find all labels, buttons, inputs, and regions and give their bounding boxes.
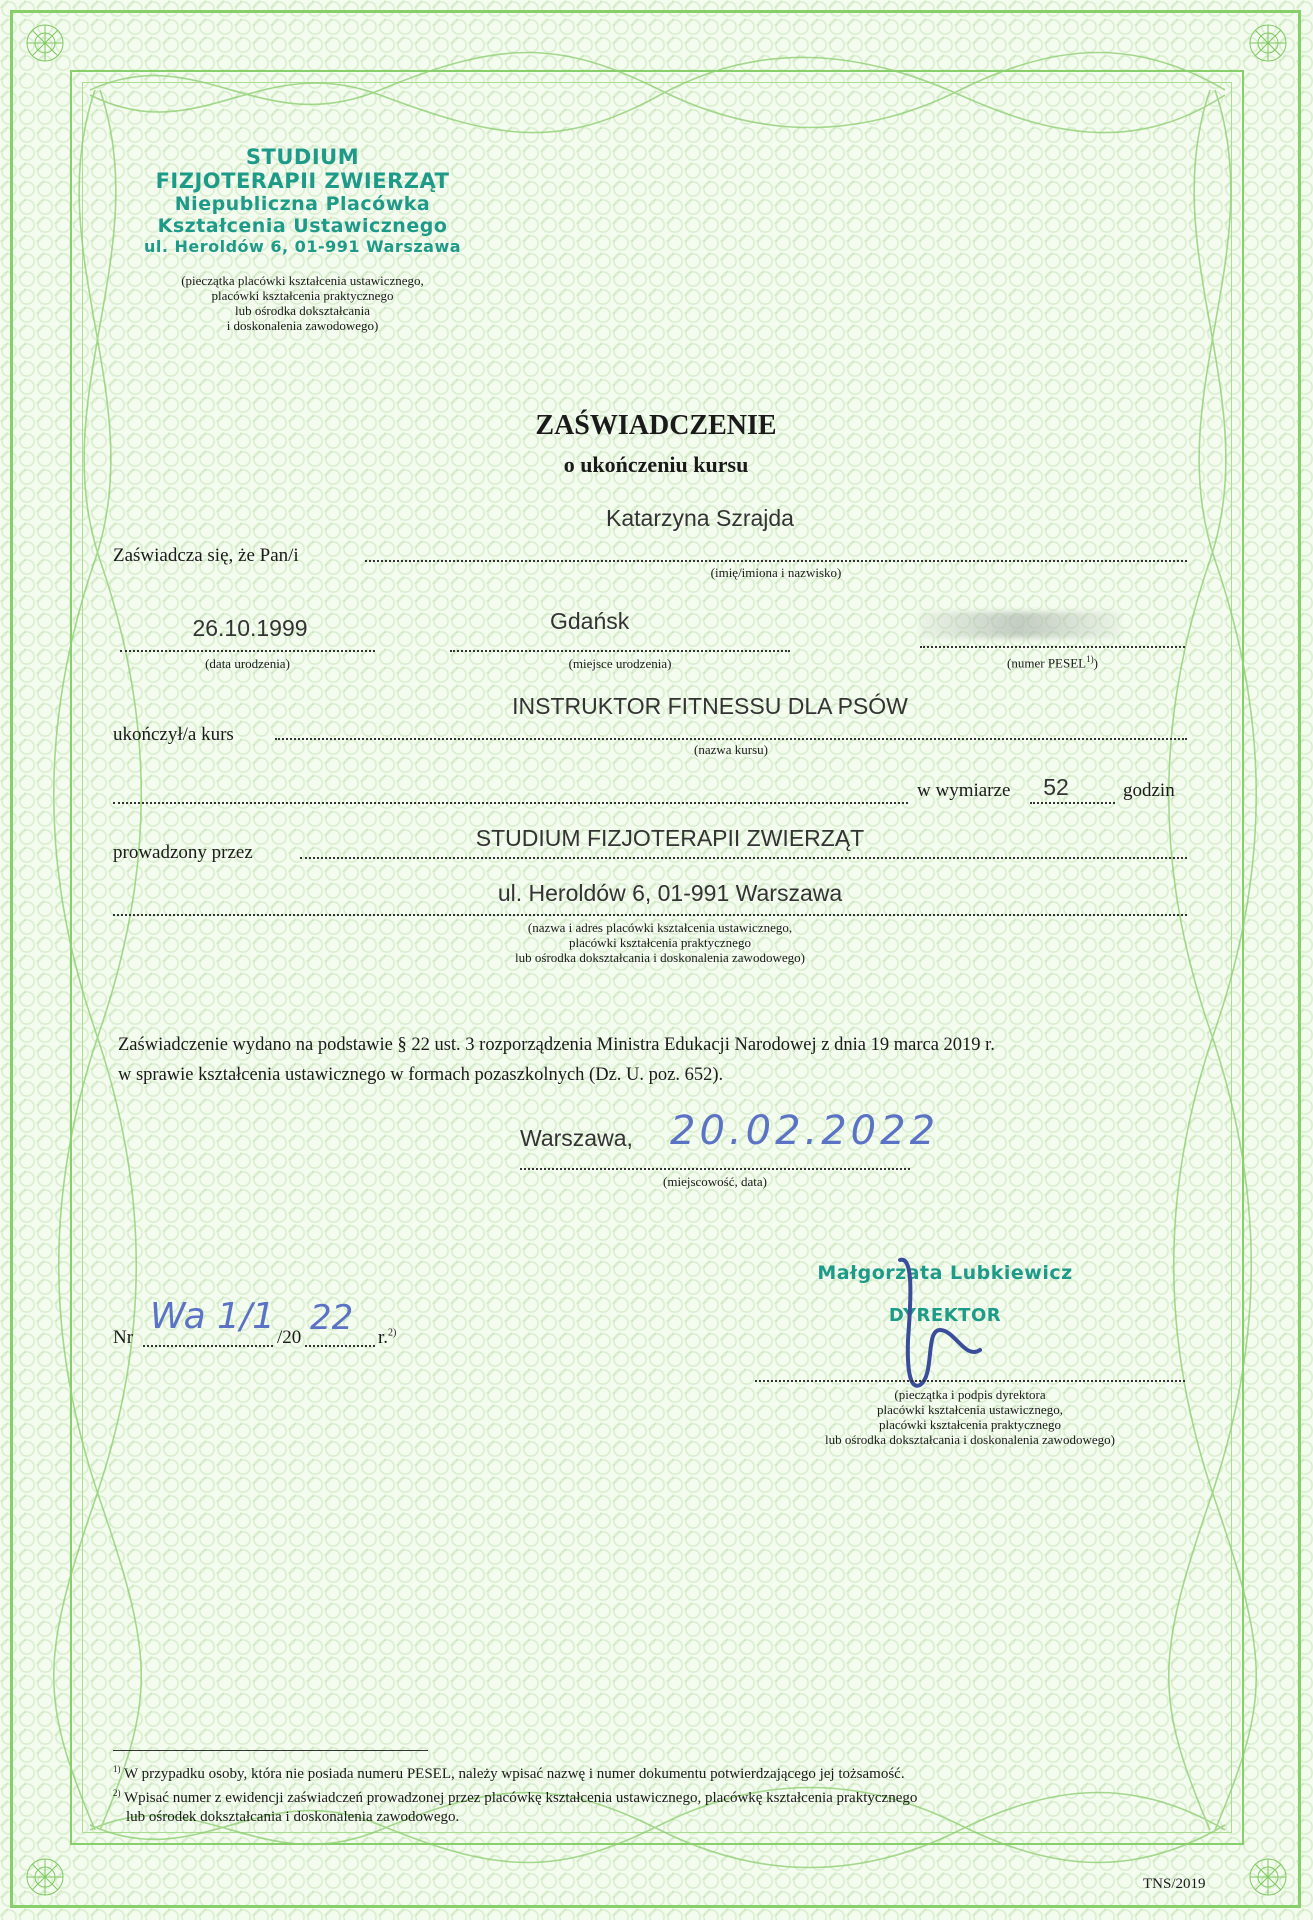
course-line	[275, 738, 1187, 740]
footnote-1-text: W przypadku osoby, która nie posiada numeru PESEL, należy wpisać nazwę i numer dokumentu potwierdzającego jej tożsamość.	[123, 1766, 905, 1782]
stamp-line-4: Kształcenia Ustawicznego	[157, 215, 448, 237]
provider-caption-line: lub ośrodka dokształcania i doskonalenia zawodowego)	[515, 950, 805, 965]
footnote-separator	[113, 1750, 428, 1751]
birth-place-line	[450, 650, 790, 652]
hours-suffix: godzin	[1123, 780, 1175, 801]
birth-date: 26.10.1999	[192, 615, 308, 641]
course-line-2	[113, 802, 908, 804]
issue-date-line	[520, 1168, 910, 1170]
pesel-line	[920, 646, 1185, 648]
stamp-line-1: STUDIUM	[245, 145, 360, 169]
footnote-2-text: Wpisać numer z ewidencji zaświadczeń prowadzonej przez placówkę kształcenia ustawicznego, placówkę kształcenia praktycznego	[123, 1790, 918, 1806]
form-code: TNS/2019	[1143, 1876, 1206, 1892]
course-name: INSTRUKTOR FITNESSU DLA PSÓW	[512, 693, 908, 719]
stamp-caption-line: (pieczątka placówki kształcenia ustawicznego,	[181, 273, 424, 288]
document-title: ZAŚWIADCZENIE	[535, 410, 777, 441]
director-signature	[880, 1250, 990, 1400]
birth-place: Gdańsk	[550, 608, 630, 634]
footnote-1-mark: 1)	[113, 1764, 121, 1774]
provider-address: ul. Heroldów 6, 01-991 Warszawa	[497, 880, 843, 906]
provider-label: prowadzony przez	[113, 842, 253, 863]
provider-name: STUDIUM FIZJOTERAPII ZWIERZĄT	[475, 825, 865, 851]
footnote-2	[113, 1784, 1203, 1808]
stamp-caption-line: lub ośrodka dokształcania	[234, 303, 370, 318]
footnote-2-text-cont: lub ośrodek dokształcania i doskonalenia zawodowego.	[126, 1809, 460, 1825]
stamp-line-3: Niepubliczna Placówka	[174, 193, 431, 215]
stamp-caption-line: placówki kształcenia praktycznego	[211, 288, 394, 303]
number-year-line	[305, 1345, 375, 1347]
pesel-caption-end: )	[1093, 655, 1098, 671]
corner-rosette-icon	[20, 18, 70, 68]
director-signature-line	[755, 1380, 1185, 1382]
director-caption-line: (pieczątka i podpis dyrektora	[894, 1387, 1046, 1402]
issue-date: 20.02.2022	[670, 1108, 940, 1154]
corner-rosette-icon	[1243, 1852, 1293, 1902]
stamp-caption-line: i doskonalenia zawodowego)	[226, 318, 379, 333]
number-line	[143, 1345, 273, 1347]
number-suffix	[378, 1327, 396, 1349]
provider-caption-line: placówki kształcenia praktycznego	[569, 935, 751, 950]
number-suffix-text: r.	[378, 1327, 389, 1348]
provider-line	[300, 857, 1187, 859]
pesel-caption-text: (numer PESEL	[1007, 655, 1087, 671]
provider-caption	[380, 920, 940, 965]
number-value: Wa 1/1	[150, 1296, 276, 1337]
birth-date-line	[120, 650, 375, 652]
director-caption-line: lub ośrodka dokształcania i doskonalenia zawodowego)	[825, 1432, 1115, 1447]
pesel-redacted	[920, 612, 1120, 638]
director-stamp-name: Małgorzata Lubkiewicz	[817, 1262, 1073, 1284]
corner-rosette-icon	[1243, 18, 1293, 68]
person-label: Zaświadcza się, że Pan/i	[113, 545, 299, 566]
institution-stamp	[130, 145, 475, 256]
issue-place: Warszawa,	[520, 1125, 633, 1151]
hours-line	[1030, 802, 1115, 804]
legal-basis-line: w sprawie kształcenia ustawicznego w formach pozaszkolnych (Dz. U. poz. 652).	[118, 1065, 724, 1085]
legal-basis	[118, 1030, 1198, 1090]
stamp-line-5: ul. Heroldów 6, 01-991 Warszawa	[143, 237, 462, 256]
footnote-1	[113, 1760, 1203, 1784]
number-prefix: Nr	[113, 1327, 134, 1348]
director-caption	[755, 1387, 1185, 1447]
stamp-line-2: FIZJOTERAPII ZWIERZĄT	[155, 169, 450, 193]
director-caption-line: placówki kształcenia praktycznego	[879, 1417, 1061, 1432]
footnotes	[113, 1760, 1203, 1827]
director-caption-line: placówki kształcenia ustawicznego,	[877, 1402, 1063, 1417]
issue-date-caption: (miejscowość, data)	[663, 1174, 767, 1189]
provider-address-line	[113, 914, 1187, 916]
legal-basis-line: Zaświadczenie wydano na podstawie § 22 ust. 3 rozporządzenia Ministra Edukacji Narodowej z dnia 19 marca 2019 r.	[118, 1035, 995, 1055]
name-line	[365, 560, 1187, 562]
number-suffix-sup: 2)	[388, 1327, 397, 1339]
document-subtitle: o ukończeniu kursu	[563, 452, 749, 477]
number-mid: /20	[277, 1327, 302, 1348]
hours-value: 52	[1043, 774, 1069, 800]
name-caption: (imię/imiona i nazwisko)	[710, 565, 842, 580]
pesel-caption	[920, 652, 1185, 670]
course-label: ukończył/a kurs	[113, 724, 234, 745]
corner-rosette-icon	[20, 1852, 70, 1902]
person-name: Katarzyna Szrajda	[606, 505, 794, 531]
course-caption: (nazwa kursu)	[694, 742, 768, 757]
provider-caption-line: (nazwa i adres placówki kształcenia ustawicznego,	[527, 920, 793, 935]
director-stamp-title: DYREKTOR	[888, 1305, 1002, 1326]
stamp-caption	[130, 273, 475, 333]
number-year: 22	[310, 1298, 354, 1338]
birth-place-caption: (miejsce urodzenia)	[568, 656, 672, 671]
birth-date-caption: (data urodzenia)	[205, 656, 290, 671]
hours-prefix: w wymiarze	[917, 780, 1011, 801]
pesel-caption-sup: 1)	[1086, 654, 1094, 664]
footnote-2-mark: 2)	[113, 1788, 121, 1798]
